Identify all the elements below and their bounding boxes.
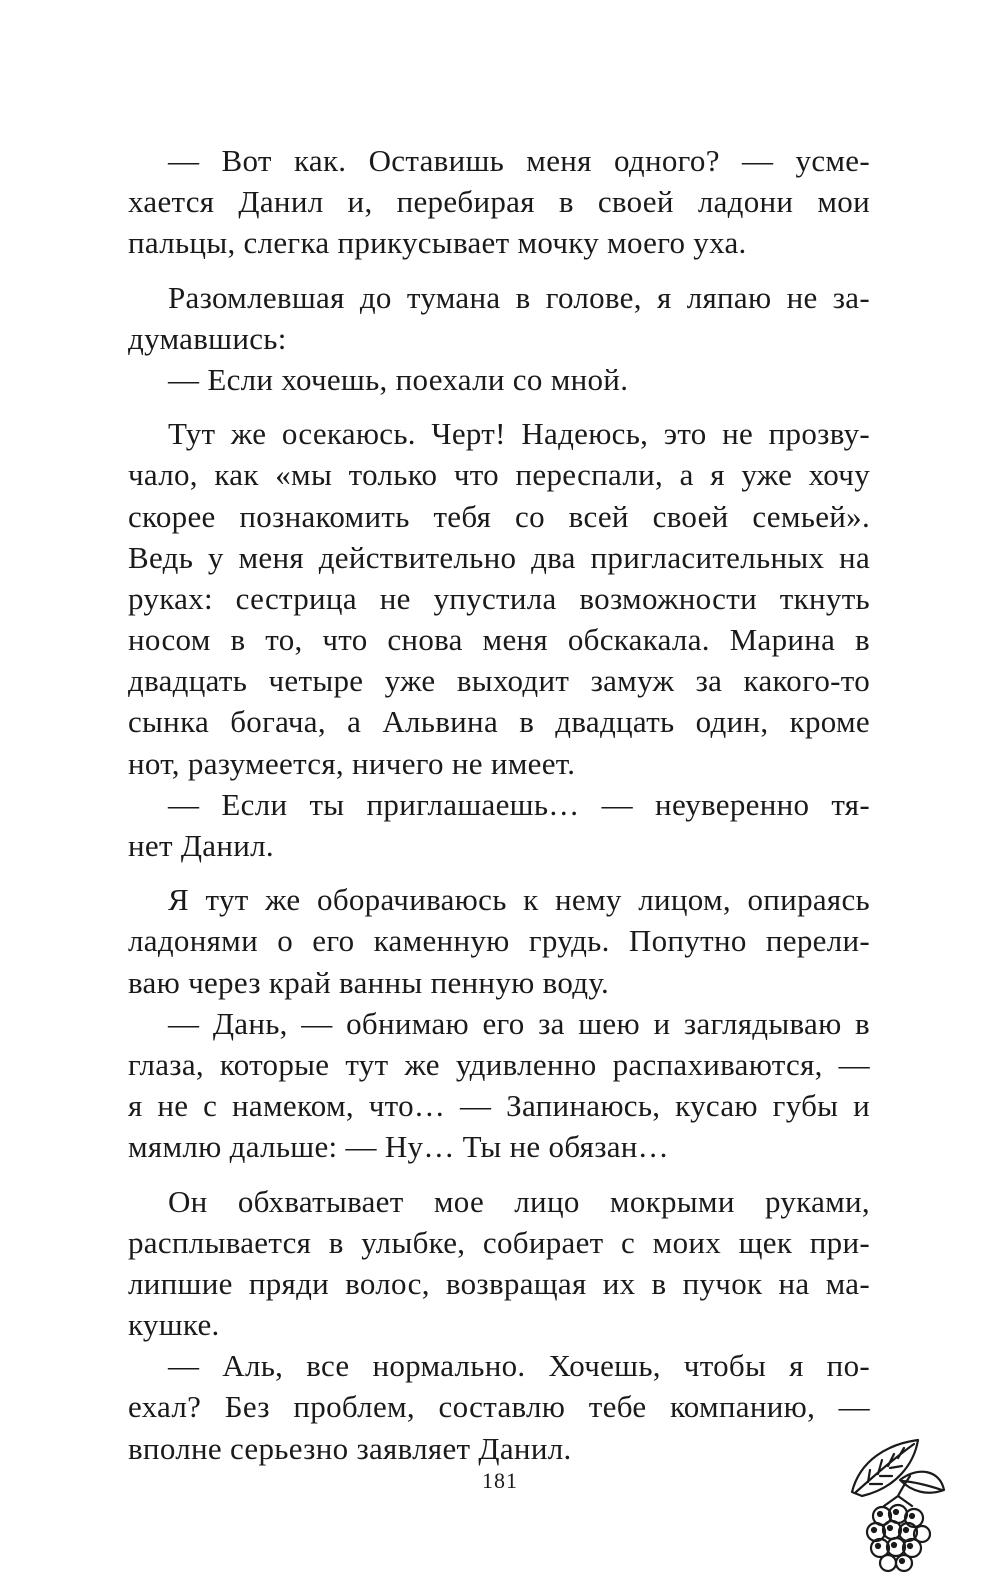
text-line: — Аль, все нормально. Хочешь, чтобы я по- (168, 1348, 870, 1384)
text-line: ваю через край ванны пенную воду. (128, 964, 610, 1000)
text-line: носом в то, что снова меня обскакала. Марина в (128, 622, 870, 658)
page-number: 181 (482, 1468, 518, 1493)
raspberry-icon (840, 1430, 950, 1580)
paragraph (128, 784, 870, 866)
text-line: двадцать четыре уже выходит замуж за какого-то (128, 663, 870, 699)
text-line: — Если ты приглашаешь… — неуверенно тя- (168, 786, 870, 822)
text-line: Тут же осекаюсь. Черт! Надеюсь, это не прозву- (168, 416, 870, 452)
text-line: Разомлевшая до тумана в голове, я ляпаю не за- (168, 279, 870, 315)
text-line: Ведь у меня действительно два пригласительных на (128, 539, 870, 575)
page-text (128, 140, 870, 1469)
text-line: липшие пряди волос, возвращая их в пучок на ма- (128, 1265, 870, 1301)
paragraph (128, 413, 870, 784)
text-line: ехал? Без проблем, составлю тебе компанию, — (128, 1389, 870, 1425)
text-line: руках: сестрица не упустила возможности ткнуть (128, 580, 870, 616)
text-line: сынка богача, а Альвина в двадцать один, кроме (128, 704, 870, 740)
text-line: кушке. (128, 1307, 220, 1343)
text-line: Он обхватывает мое лицо мокрыми руками, (168, 1183, 870, 1219)
paragraph (128, 140, 870, 264)
text-line: — Дань, — обнимаю его за шею и заглядываю в (168, 1005, 870, 1041)
text-line: пальцы, слегка прикусывает мочку моего уха. (128, 225, 747, 261)
paragraph (128, 1181, 870, 1346)
text-line: нот, разумеется, ничего не имеет. (128, 745, 576, 781)
text-line: вполне серьезно заявляет Данил. (128, 1430, 572, 1466)
text-line: Я тут же оборачиваюсь к нему лицом, опираясь (168, 882, 870, 918)
text-line: ладонями о его каменную грудь. Попутно перели- (128, 923, 870, 959)
text-line: глаза, которые тут же удивленно распахиваются, — (128, 1046, 870, 1082)
text-line: нет Данил. (128, 828, 274, 863)
text-line: чало, как «мы только что переспали, а я уже хочу (128, 457, 870, 493)
text-line: хается Данил и, перебирая в своей ладони мои (128, 184, 870, 220)
text-line: думавшись: (128, 320, 287, 356)
text-line: — Если хочешь, поехали со мной. (168, 361, 629, 397)
paragraph (128, 879, 870, 1003)
text-line: я не с намеком, что… — Запинаюсь, кусаю губы и (128, 1088, 870, 1124)
text-line: мямлю дальше: — Ну… Ты не обязан… (128, 1129, 669, 1165)
paragraph (128, 1003, 870, 1168)
paragraph (128, 1345, 870, 1469)
paragraph (128, 359, 870, 400)
text-line: — Вот как. Оставишь меня одного? — усме- (168, 143, 870, 178)
text-line: расплывается в улыбке, собирает с моих щек при- (128, 1224, 870, 1260)
paragraph (128, 277, 870, 359)
text-line: скорее познакомить тебя со всей своей семьей». (128, 498, 870, 534)
